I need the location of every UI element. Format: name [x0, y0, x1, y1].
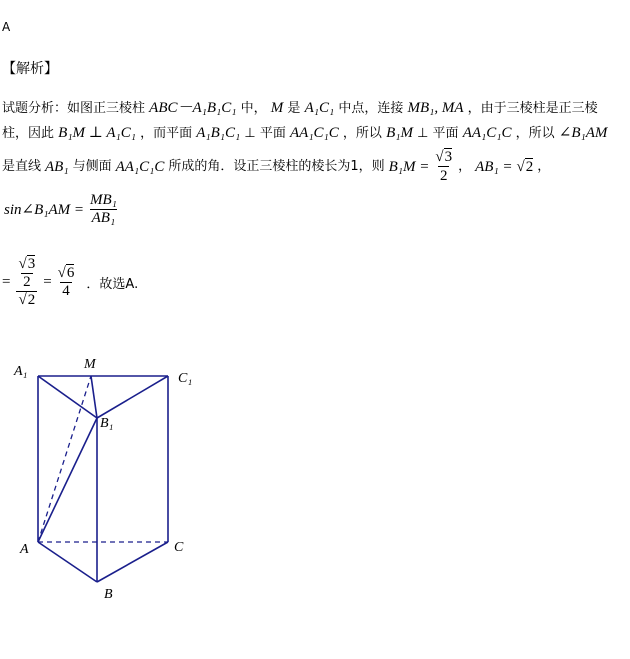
conclusion-text: ．故选A. [86, 277, 139, 292]
face-aa1c1c: AA₁C₁C [115, 158, 165, 175]
text: ， [458, 158, 472, 174]
b1m-equals: B₁M = [388, 158, 430, 175]
segment-b1m: B₁M [386, 125, 413, 141]
label-m: M [84, 357, 96, 372]
analysis-line-3: 是直线 AB₁ 与侧面 AA₁C₁C 所成的角．设正三棱柱的棱长为1，则 B₁M = $\frac{√3}{2}$ ， AB₁ = √2 ， [2, 149, 551, 184]
segment-a1c1: A₁C₁ [304, 100, 335, 116]
text: 与侧面 [72, 158, 112, 174]
equals: = [43, 274, 52, 290]
text: 中点，连接 [338, 101, 404, 116]
fraction-sqrt3-over-2: $\frac{√3}{2}$ [435, 149, 453, 184]
text: ⊥ 平面 [417, 126, 459, 141]
radicand: 6 [66, 265, 75, 281]
perp-statement-1: B₁M ⊥ A₁C₁ [58, 125, 136, 141]
result-fraction: $\frac{√6}{4}$ [57, 265, 75, 299]
text: 柱，因此 [2, 126, 55, 141]
edge-ab [38, 542, 97, 582]
denominator: 4 [62, 283, 70, 299]
result-formula [2, 256, 138, 309]
equals: = [2, 274, 11, 290]
ab1-equals: AB₁ = [475, 158, 513, 175]
plane-a1b1c1: A₁B₁C₁ [196, 125, 241, 141]
text: ，所以 [342, 126, 382, 141]
label-b1: B₁ [100, 416, 114, 431]
point-m: M [270, 100, 284, 116]
numerator: MB₁ [89, 192, 117, 208]
inner-denominator: 2 [23, 274, 31, 290]
sine-fraction [88, 192, 119, 227]
radicand: 3 [444, 149, 453, 165]
hidden-segment-am [38, 376, 91, 542]
prism-diagram [0, 350, 230, 610]
analysis-line-1 [2, 99, 598, 118]
denominator: AB₁ [91, 210, 116, 226]
segments-mb1-ma: MB₁, MA [407, 100, 464, 116]
radicand: 2 [27, 292, 36, 308]
sine-formula [4, 192, 119, 227]
label-b: B [104, 587, 113, 602]
text: ，由于三棱柱是正三棱 [467, 101, 598, 116]
compound-fraction: $\frac{\frac{√3}{2}}{√2}$ [18, 256, 36, 308]
radicand: 3 [27, 256, 36, 272]
text: ，而平面 [140, 126, 193, 141]
prism-name: ABC－A₁B₁C₁ [149, 100, 237, 116]
text: 所成的角．设正三棱柱的棱长为1，则 [168, 158, 385, 174]
text: ， [537, 158, 551, 174]
radicand: 2 [525, 158, 534, 175]
segment-ab1 [38, 418, 97, 542]
denominator: 2 [439, 168, 448, 184]
label-a: A [20, 542, 29, 557]
text: ，所以 [515, 126, 555, 141]
label-a1: A₁ [14, 364, 28, 379]
inner-fraction: $\frac{√3}{2}$ [18, 256, 36, 290]
answer-letter: A [2, 20, 11, 34]
text: 试题分析：如图正三棱柱 [2, 101, 146, 116]
section-heading: 【解析】 [2, 61, 58, 77]
text: ⊥ 平面 [244, 126, 286, 141]
edge-b1c1 [97, 376, 168, 418]
text: 是 [287, 101, 301, 116]
plane-aa1c1c: AA₁C₁C [290, 125, 339, 141]
plane-aa1c1c: AA₁C₁C [462, 125, 512, 141]
analysis-line-2 [2, 124, 607, 143]
edge-bc [97, 542, 168, 582]
segment-ab1: AB₁ [45, 158, 69, 175]
angle-b1am: ∠B₁AM [558, 125, 608, 141]
label-c1: C₁ [178, 371, 193, 386]
text: 是直线 [2, 158, 42, 174]
edge-a1b1 [38, 376, 97, 418]
sine-lhs: sin∠B₁AM = [4, 202, 84, 218]
edge-b1m [91, 376, 97, 418]
text: 中， [240, 101, 267, 116]
label-c: C [174, 540, 184, 555]
